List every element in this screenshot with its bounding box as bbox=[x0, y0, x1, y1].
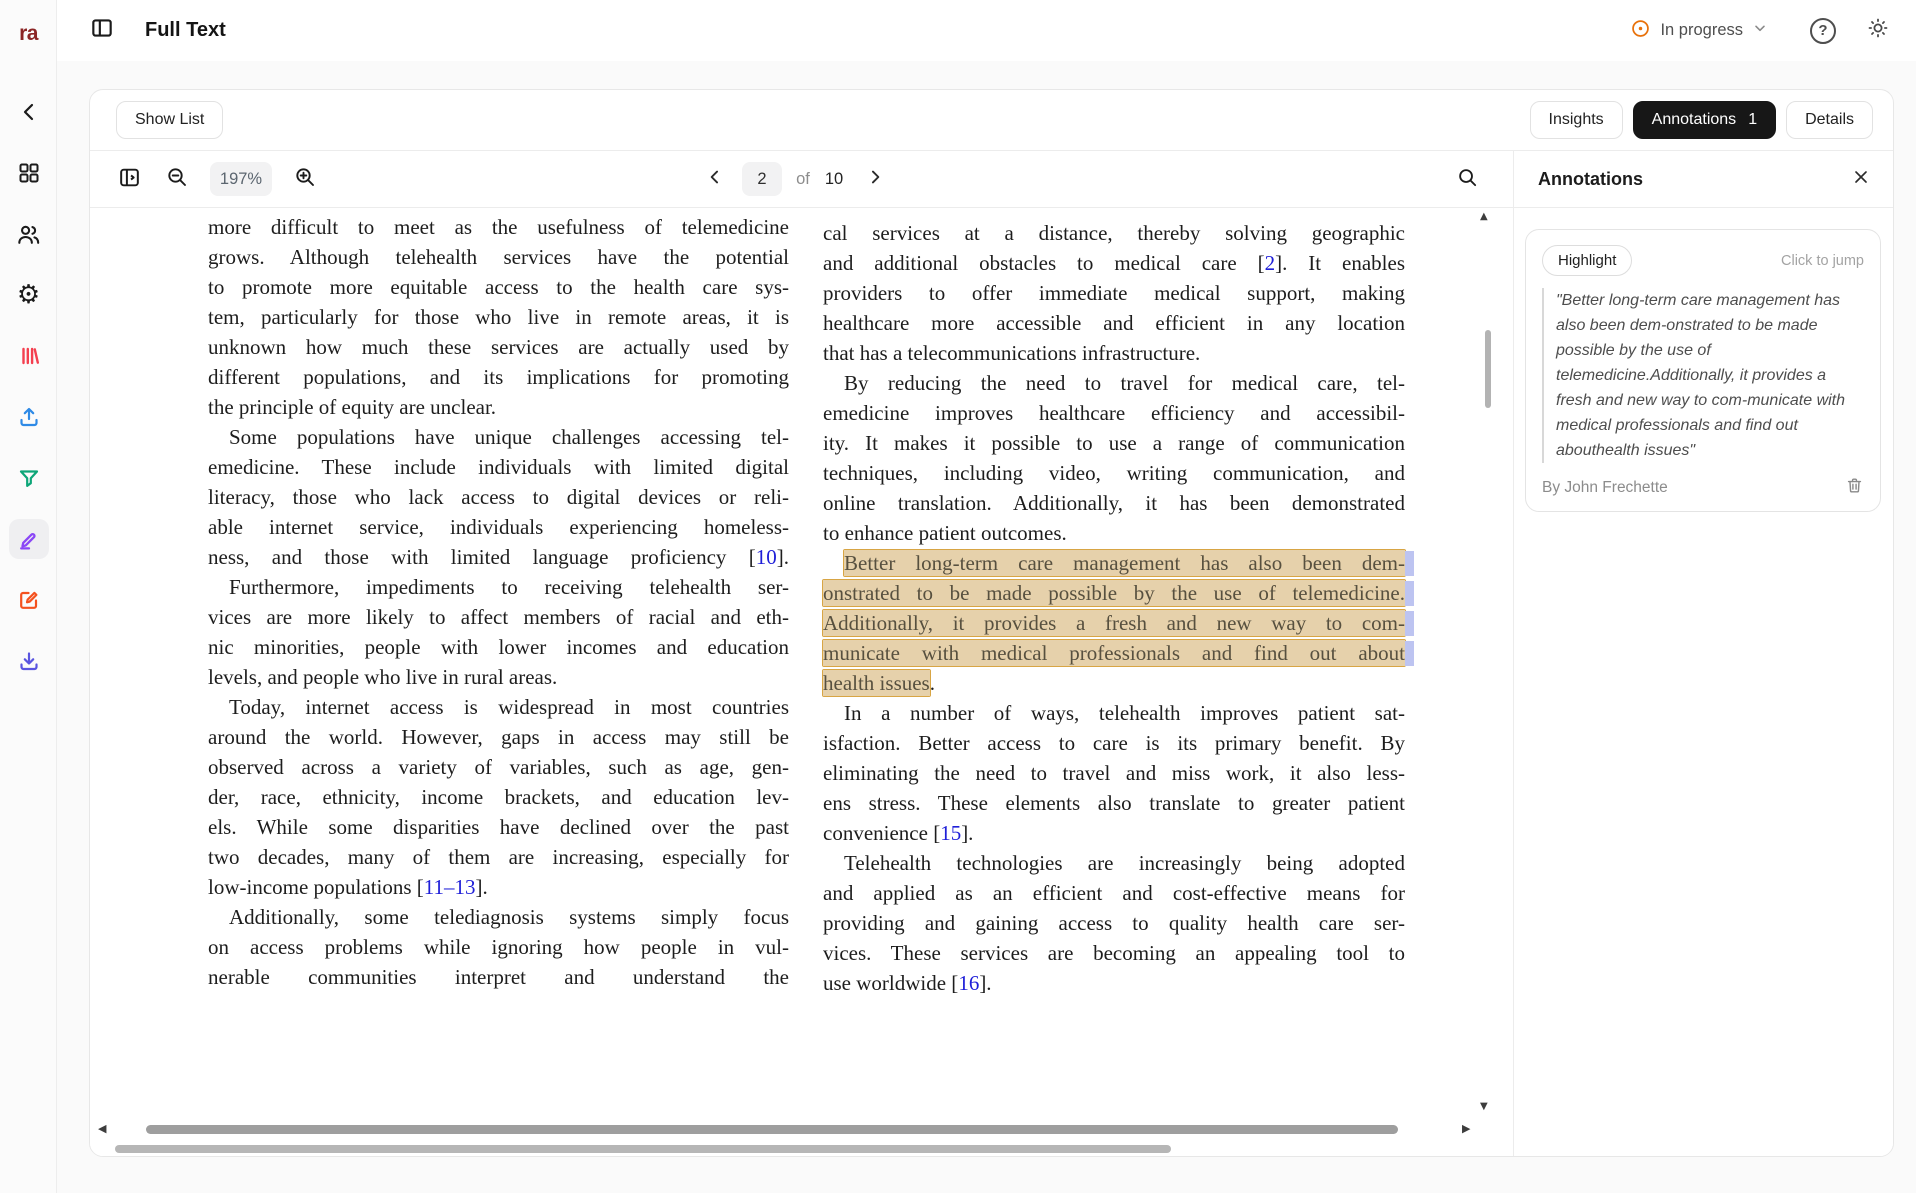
document-line: techniques, including video, writing communication, and bbox=[823, 461, 1405, 485]
document-line: able internet service, individuals experiencing homeless- bbox=[208, 515, 789, 539]
document-line: healthcare more accessible and efficient in any location bbox=[823, 311, 1405, 335]
annotation-type-badge: Highlight bbox=[1542, 245, 1632, 276]
toolbar-row bbox=[90, 151, 1894, 208]
top-bar bbox=[57, 0, 1916, 61]
click-to-jump-hint: Click to jump bbox=[1781, 252, 1864, 269]
document-line: els. While some disparities have declined over the past bbox=[208, 815, 789, 839]
zoom-level: 197% bbox=[210, 162, 272, 196]
document-line: and applied as an efficient and cost-effective means for bbox=[823, 881, 1405, 905]
scroll-left-arrow[interactable]: ◀ bbox=[98, 1122, 107, 1135]
panel-toggle-icon bbox=[117, 165, 142, 195]
status-progress-icon bbox=[1630, 18, 1651, 44]
document-line: around the world. However, gaps in access may still be bbox=[208, 725, 789, 749]
citation-link[interactable]: 10 bbox=[755, 545, 777, 569]
document-line: low-income populations [11–13]. bbox=[208, 875, 488, 899]
app-logo: ra bbox=[19, 22, 38, 45]
back-icon bbox=[17, 100, 41, 124]
document-line: tem, particularly for those who live in remote areas, it is bbox=[208, 305, 789, 329]
people-button[interactable] bbox=[9, 214, 49, 254]
vertical-scrollbar-thumb[interactable] bbox=[1485, 330, 1491, 408]
document-line bbox=[823, 638, 1405, 668]
pdf-viewer bbox=[90, 208, 1513, 1157]
back-button[interactable] bbox=[9, 92, 49, 132]
page-of-label: of bbox=[796, 170, 810, 188]
document-line: ity. It makes it possible to use a range of communication bbox=[823, 431, 1405, 455]
tab-insights[interactable]: Insights bbox=[1530, 101, 1623, 139]
document-line: to promote more equitable access to the health care sys- bbox=[208, 275, 789, 299]
settings-gear-icon: ⚙ bbox=[16, 280, 41, 310]
left-rail bbox=[0, 0, 57, 1193]
zoom-in-button[interactable] bbox=[288, 151, 322, 208]
dashboard-button[interactable] bbox=[9, 153, 49, 193]
highlighter-icon bbox=[16, 527, 41, 552]
zoom-out-button[interactable] bbox=[160, 151, 194, 208]
document-line: grows. Although telehealth services have the potential bbox=[208, 245, 789, 269]
document-line: levels, and people who live in rural areas. bbox=[208, 665, 558, 689]
horizontal-scrollbar-thumb[interactable] bbox=[146, 1125, 1398, 1134]
document-column-right bbox=[823, 218, 1405, 998]
theme-sun-icon bbox=[1866, 16, 1890, 45]
show-list-button[interactable]: Show List bbox=[116, 101, 223, 139]
annotations-panel bbox=[1513, 208, 1894, 1157]
citation-link[interactable]: 16 bbox=[958, 971, 980, 995]
document-line: different populations, and its implications for promoting bbox=[208, 365, 789, 389]
help-button[interactable] bbox=[1810, 18, 1836, 44]
document-line: the principle of equity are unclear. bbox=[208, 395, 497, 419]
document-line: der, race, ethnicity, income brackets, and education lev- bbox=[208, 785, 789, 809]
sidebar-toggle-icon bbox=[89, 15, 115, 46]
compose-icon bbox=[17, 588, 41, 612]
close-panel-button[interactable] bbox=[1851, 167, 1871, 192]
highlighted-text[interactable]: health issues bbox=[823, 671, 930, 695]
sidebar-toggle-button[interactable] bbox=[85, 14, 119, 48]
document-line bbox=[823, 608, 1405, 638]
delete-annotation-button[interactable] bbox=[1845, 476, 1864, 500]
document-line: providing and gaining access to quality health care ser- bbox=[823, 911, 1405, 935]
document-column-left bbox=[208, 212, 789, 992]
annotation-author: By John Frechette bbox=[1542, 479, 1668, 496]
close-icon bbox=[1851, 167, 1871, 192]
library-icon bbox=[17, 344, 41, 368]
document-line: isfaction. Better access to care is its primary benefit. By bbox=[823, 731, 1405, 755]
annotation-card[interactable] bbox=[1525, 229, 1881, 512]
viewer-panel-toggle-button[interactable] bbox=[112, 151, 146, 208]
annotations-count-badge: 1 bbox=[1748, 111, 1758, 128]
document-line: vices. These services are becoming an appealing tool to bbox=[823, 941, 1405, 965]
page-number-input[interactable]: 2 bbox=[742, 162, 782, 196]
reader-header bbox=[90, 90, 1893, 151]
chevron-down-icon bbox=[1752, 20, 1768, 41]
trash-icon bbox=[1845, 476, 1864, 500]
document-line bbox=[823, 578, 1405, 608]
status-label: In progress bbox=[1660, 21, 1743, 39]
highlighter-button[interactable] bbox=[9, 519, 49, 559]
upload-icon bbox=[17, 405, 41, 429]
document-line: two decades, many of them are increasing, especially for bbox=[208, 845, 789, 869]
document-line: ness, and those with limited language proficiency [10]. bbox=[208, 545, 789, 569]
scroll-down-arrow[interactable]: ▼ bbox=[1480, 1101, 1488, 1112]
document-line bbox=[823, 548, 1405, 578]
citation-link[interactable]: 11–13 bbox=[423, 875, 476, 899]
document-line: that has a telecommunications infrastructure. bbox=[823, 341, 1201, 365]
chevron-right-icon bbox=[865, 167, 885, 192]
page-title: Full Text bbox=[145, 19, 226, 41]
document-line: more difficult to meet as the usefulness of telemedicine bbox=[208, 215, 789, 239]
document-line: and additional obstacles to medical care [2]. It enables bbox=[823, 251, 1405, 275]
page-total-label: 10 bbox=[824, 170, 844, 188]
document-line: cal services at a distance, thereby solving geographic bbox=[823, 221, 1405, 245]
tab-annotations-label: Annotations bbox=[1651, 111, 1737, 128]
highlighted-text[interactable]: onstrated to be made possible by the use of telemedicine. bbox=[823, 581, 1405, 605]
pdf-toolbar bbox=[90, 151, 1513, 208]
outer-horizontal-scrollbar-thumb[interactable] bbox=[115, 1145, 1171, 1153]
library-button[interactable] bbox=[9, 336, 49, 376]
chevron-left-icon bbox=[705, 167, 725, 192]
document-line: nic minorities, people with lower incomes and education bbox=[208, 635, 789, 659]
download-button[interactable] bbox=[9, 641, 49, 681]
next-page-button[interactable] bbox=[858, 151, 892, 208]
document-line: use worldwide [16]. bbox=[823, 971, 992, 995]
annotations-panel-title: Annotations bbox=[1538, 169, 1643, 189]
highlighted-text[interactable]: Additionally, it provides a fresh and new way to com- bbox=[823, 611, 1405, 635]
document-line: to enhance patient outcomes. bbox=[823, 521, 1067, 545]
document-line: unknown how much these services are actually used by bbox=[208, 335, 789, 359]
document-line: By reducing the need to travel for medical care, tel- bbox=[844, 371, 1405, 395]
document-line: on access problems while ignoring how people in vul- bbox=[208, 935, 789, 959]
download-icon bbox=[17, 649, 41, 673]
annotation-quote: "Better long-term care management has also been dem-onstrated to be made possible by the use of telemedicine.Additionally, it provides a fresh and new way to com-municate with medical professionals and find out abouthealth issues" bbox=[1542, 288, 1864, 463]
document-line: convenience [15]. bbox=[823, 821, 974, 845]
highlighted-text[interactable]: municate with medical professionals and find out about bbox=[823, 641, 1405, 665]
search-icon bbox=[1456, 166, 1479, 194]
tab-details[interactable]: Details bbox=[1786, 101, 1873, 139]
document-line: vices are more likely to affect members of racial and eth- bbox=[208, 605, 789, 629]
document-line: emedicine improves healthcare efficiency and accessibil- bbox=[823, 401, 1405, 425]
filter-button[interactable] bbox=[9, 458, 49, 498]
document-line: emedicine. These include individuals with limited digital bbox=[208, 455, 789, 479]
citation-link[interactable]: 2 bbox=[1264, 251, 1276, 275]
zoom-out-icon bbox=[165, 165, 189, 194]
help-icon: ? bbox=[1818, 22, 1828, 39]
document-line: online translation. Additionally, it has been demonstrated bbox=[823, 491, 1405, 515]
scroll-up-arrow[interactable]: ▲ bbox=[1480, 211, 1488, 222]
document-line: nerable communities interpret and understand the bbox=[208, 965, 789, 989]
scroll-right-arrow[interactable]: ▶ bbox=[1462, 1122, 1471, 1135]
upload-button[interactable] bbox=[9, 397, 49, 437]
document-line: Additionally, some telediagnosis systems simply focus bbox=[229, 905, 789, 929]
document-line: Furthermore, impediments to receiving telehealth ser- bbox=[229, 575, 789, 599]
settings-button[interactable] bbox=[9, 275, 49, 315]
document-line: literacy, those who lack access to digital devices or reli- bbox=[208, 485, 789, 509]
document-line: Telehealth technologies are increasingly being adopted bbox=[844, 851, 1405, 875]
tab-annotations[interactable] bbox=[1633, 101, 1776, 139]
document-line: ens stress. These elements also translate to greater patient bbox=[823, 791, 1405, 815]
theme-toggle-button[interactable] bbox=[1866, 16, 1890, 45]
search-button[interactable] bbox=[1450, 151, 1484, 208]
reader-card bbox=[89, 89, 1894, 1157]
citation-link[interactable]: 15 bbox=[940, 821, 962, 845]
grid-icon bbox=[17, 161, 41, 185]
prev-page-button[interactable] bbox=[698, 151, 732, 208]
document-line: providers to offer immediate medical support, making bbox=[823, 281, 1405, 305]
document-line: Some populations have unique challenges accessing tel- bbox=[229, 425, 789, 449]
zoom-in-icon bbox=[293, 165, 317, 194]
highlighted-text[interactable]: Better long-term care management has also been dem- bbox=[844, 551, 1405, 575]
document-line: health issues. bbox=[823, 671, 935, 695]
status-dropdown[interactable] bbox=[1630, 18, 1768, 44]
document-line: Today, internet access is widespread in most countries bbox=[229, 695, 789, 719]
document-line: In a number of ways, telehealth improves patient sat- bbox=[844, 701, 1405, 725]
document-line: observed across a variety of variables, such as age, gen- bbox=[208, 755, 789, 779]
compose-button[interactable] bbox=[9, 580, 49, 620]
people-icon bbox=[16, 222, 41, 247]
document-line: eliminating the need to travel and miss work, it also less- bbox=[823, 761, 1405, 785]
filter-icon bbox=[17, 466, 41, 490]
annotations-panel-header bbox=[1513, 151, 1894, 208]
